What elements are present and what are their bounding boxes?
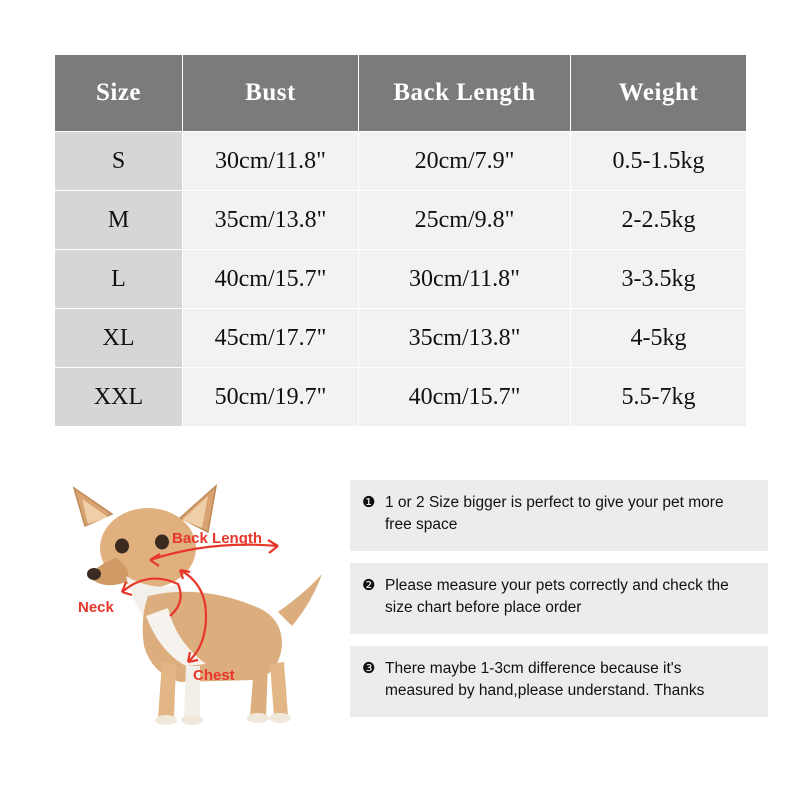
note-text-1: 1 or 2 Size bigger is perfect to give your pet more free space bbox=[385, 494, 724, 534]
column-header-size: Size bbox=[55, 55, 183, 132]
table-row bbox=[55, 250, 747, 309]
note-item bbox=[350, 563, 768, 634]
column-header-weight: Weight bbox=[571, 55, 747, 132]
note-text-3: There maybe 1-3cm difference because it's measured by hand,please understand. Thanks bbox=[385, 659, 705, 700]
cell-bust: 30cm/11.8" bbox=[183, 132, 359, 191]
note-marker-2: ❷ bbox=[362, 576, 376, 594]
cell-weight: 2-2.5kg bbox=[571, 191, 747, 250]
label-neck: Neck bbox=[78, 599, 114, 616]
cell-size: S bbox=[55, 132, 183, 191]
note-item bbox=[350, 480, 768, 551]
cell-weight: 0.5-1.5kg bbox=[571, 132, 747, 191]
table-row bbox=[55, 309, 747, 368]
label-back-length: Back Length bbox=[172, 530, 263, 547]
lower-section bbox=[0, 466, 800, 800]
cell-back-length: 35cm/13.8" bbox=[359, 309, 571, 368]
note-text-2: Please measure your pets correctly and check the size chart before place order bbox=[385, 576, 729, 617]
column-header-bust: Bust bbox=[183, 55, 359, 132]
note-marker-3: ❸ bbox=[362, 659, 376, 677]
cell-size: L bbox=[55, 250, 183, 309]
cell-size: M bbox=[55, 191, 183, 250]
table-row bbox=[55, 368, 747, 427]
cell-bust: 45cm/17.7" bbox=[183, 309, 359, 368]
table-header-row bbox=[55, 55, 747, 132]
table-body bbox=[55, 132, 747, 427]
cell-size: XXL bbox=[55, 368, 183, 427]
table-row bbox=[55, 191, 747, 250]
column-header-back-length: Back Length bbox=[359, 55, 571, 132]
measurement-diagram bbox=[30, 466, 340, 756]
note-item bbox=[350, 646, 768, 717]
cell-weight: 4-5kg bbox=[571, 309, 747, 368]
notes-list bbox=[350, 480, 768, 729]
cell-back-length: 40cm/15.7" bbox=[359, 368, 571, 427]
cell-weight: 5.5-7kg bbox=[571, 368, 747, 427]
cell-bust: 50cm/19.7" bbox=[183, 368, 359, 427]
label-chest: Chest bbox=[193, 667, 235, 684]
size-chart-table-container bbox=[54, 54, 746, 427]
table-header bbox=[55, 55, 747, 132]
cell-back-length: 30cm/11.8" bbox=[359, 250, 571, 309]
cell-bust: 40cm/15.7" bbox=[183, 250, 359, 309]
size-chart-table bbox=[54, 54, 747, 427]
table-row bbox=[55, 132, 747, 191]
cell-weight: 3-3.5kg bbox=[571, 250, 747, 309]
dog-illustration bbox=[30, 466, 340, 756]
cell-bust: 35cm/13.8" bbox=[183, 191, 359, 250]
cell-size: XL bbox=[55, 309, 183, 368]
cell-back-length: 25cm/9.8" bbox=[359, 191, 571, 250]
note-marker-1: ❶ bbox=[362, 494, 376, 511]
cell-back-length: 20cm/7.9" bbox=[359, 132, 571, 191]
